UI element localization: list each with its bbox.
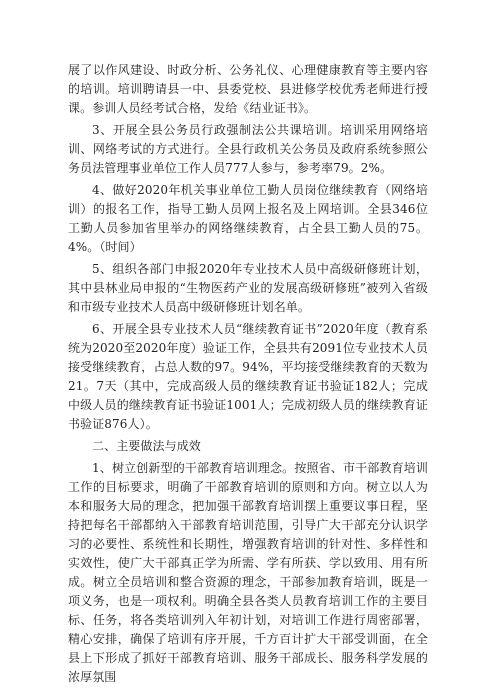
paragraph-practice-1: 1、树立创新型的干部教育培训理念。按照省、市干部教育培训工作的目标要求，明确了干部教育培训的原则和方向。树立以人为本和服务大局的理念，把加强干部教育培训摆上重要议事日程，坚持把每名干部都纳入干部教育培训范围，引导广大干部充分认识学习的必要性、系统性和长期性，增强教育培训的针对性、多样性和实效性，使广大干部真正学为所需、学有所获、学以致用、用有所成。树立全员培训和整合资源的理念，干部参加教育培训，既是一项义务，也是一项权利。明确全县各类人员教育培训工作的主要目标、任务，将各类培训列入年初计划，对培训工作进行周密部署，精心安排，确保了培训有序开展，千方百计扩大干部受训面，在全县上下形成了抓好干部教育培训、服务干部成长、服务科学发展的浓厚氛围 <box>68 461 428 684</box>
paragraph-item-5: 5、组织各部门申报2020年专业技术人员中高级研修班计划，其中县林业局申报的“生物医药产业的发展高级研修班”被列入省级和市级专业技术人员高中级研修班计划名单。 <box>68 262 428 314</box>
paragraph-item-6: 6、开展全县专业技术人员“继续教育证书”2020年度（教育系统为2020至2020年度）验证工作，全县共有2091位专业技术人员接受继续教育，占总人数的97。94%，平均接受继续教育的天数为21。7天（其中，完成高级人员的继续教育证书验证182人；完成中级人员的继续教育证书验证1001人；完成初级人员的继续教育证书验证876人）。 <box>68 322 428 431</box>
document-body <box>68 61 428 690</box>
paragraph-item-4: 4、做好2020年机关事业单位工勤人员岗位继续教育（网络培训）的报名工作，指导工勤人员网上报名及上网培训。全县346位工勤人员参加省里举办的网络继续教育，占全县工勤人员的75。4%。（时间） <box>68 183 428 254</box>
paragraph-item-3: 3、开展全县公务员行政强制法公共课培训。培训采用网络培训、网络考试的方式进行。全县行政机关公务员及政府系统参照公务员法管理事业单位工作人员777人参与，参考率79。2%。 <box>68 123 428 175</box>
section-heading-practices: 二、主要做法与成效 <box>92 439 201 453</box>
paragraph-training-content: 展了以作风建设、时政分析、公务礼仪、心理健康教育等主要内容的培训。培训聘请县一中、县委党校、县进修学校优秀老师进行授课。参训人员经考试合格，发给《结业证书》。 <box>68 63 428 115</box>
